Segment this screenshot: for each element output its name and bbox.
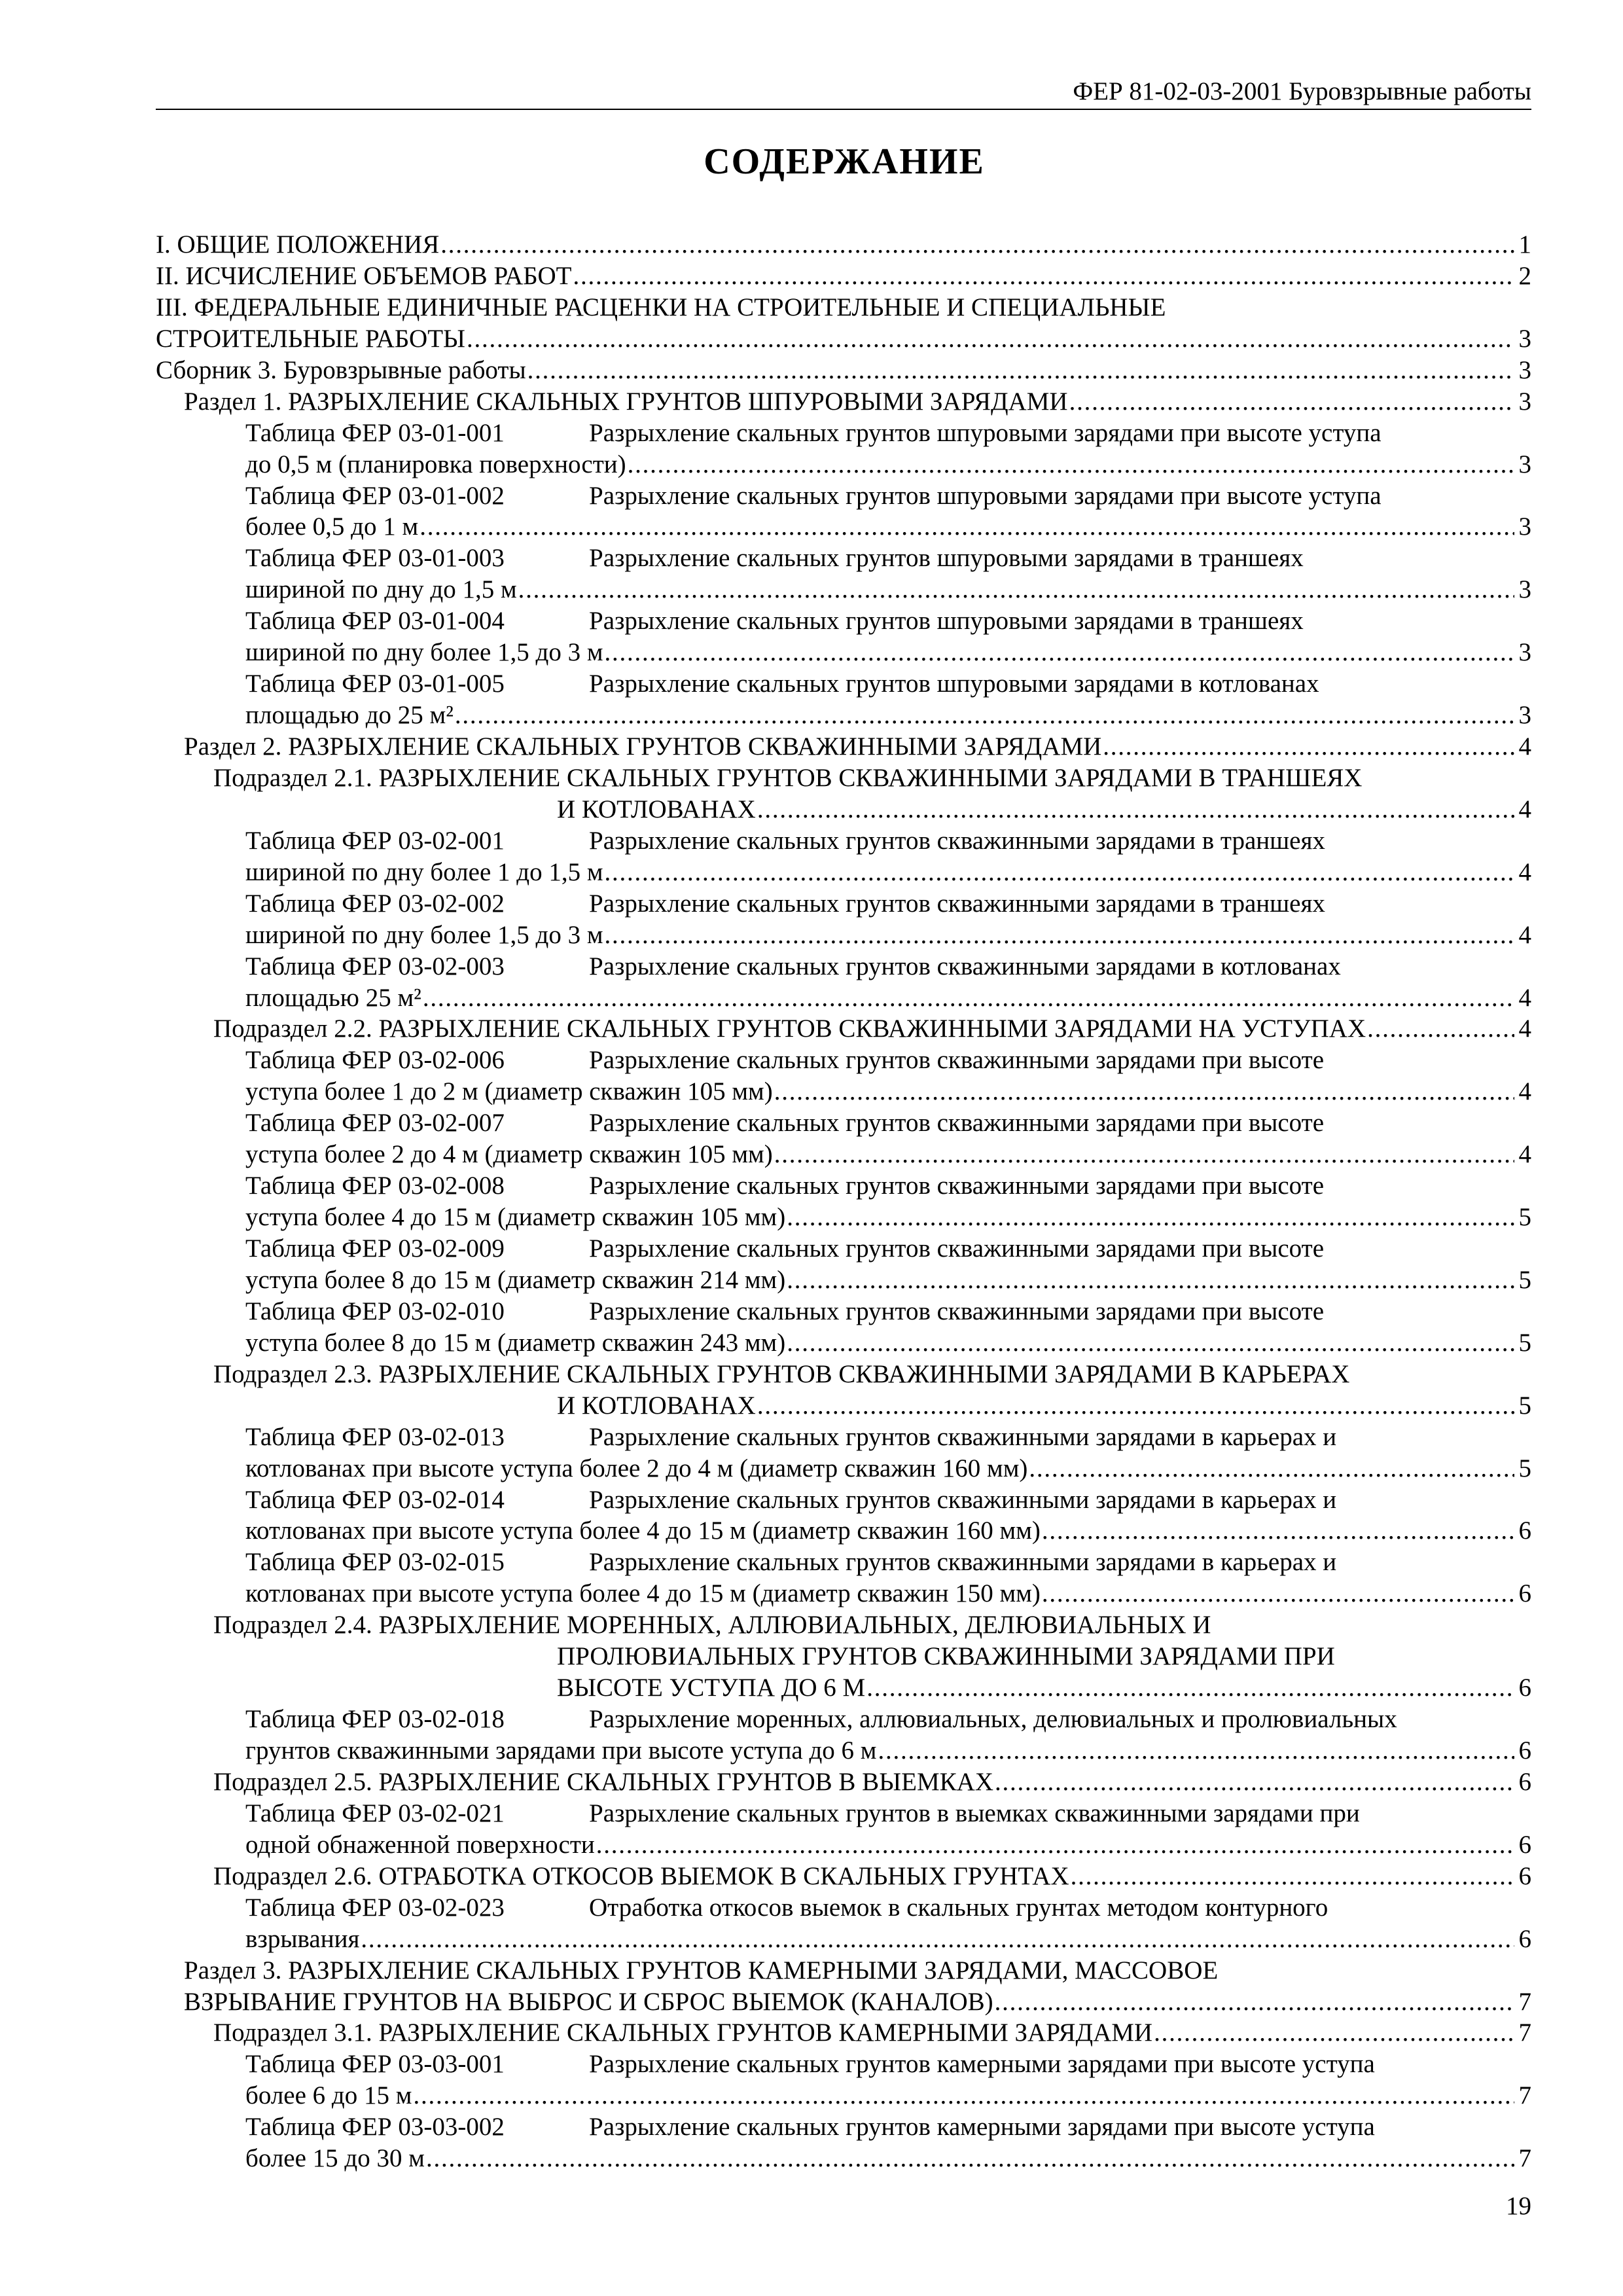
toc-entry-title: Разрыхление скальных грунтов камерными зарядами при высоте уступа (589, 2050, 1375, 2079)
dot-leader (757, 794, 1514, 825)
toc-entry-title: Отработка откосов выемок в скальных грунтах методом контурного (589, 1893, 1329, 1922)
dot-leader (1069, 386, 1514, 418)
toc-entry-title: более 15 до 30 м (245, 2144, 425, 2173)
toc-entry-title: Разрыхление скальных грунтов шпуровыми зарядами в котлованах (589, 670, 1319, 698)
toc-entry-text (245, 574, 517, 605)
toc-entry[interactable] (156, 982, 1531, 1014)
toc-entry-text (245, 1799, 1360, 1827)
toc-entry[interactable] (156, 1202, 1531, 1233)
toc-entry-text (245, 1327, 785, 1359)
toc-entry-text (245, 544, 1304, 572)
toc-entry[interactable] (156, 1641, 1531, 1672)
toc-entry-title: уступа более 2 до 4 м (диаметр скважин 105 мм) (245, 1140, 773, 1169)
toc-table-code: Таблица ФЕР 03-02-002 (245, 889, 505, 918)
dot-leader (866, 1672, 1514, 1704)
toc-entry[interactable] (156, 1296, 1531, 1327)
toc-entry-title: грунтов скважинными зарядами при высоте уступа до 6 м (245, 1736, 877, 1765)
toc-entry-text (245, 2143, 425, 2174)
toc-page-number: 4 (1518, 1140, 1531, 1169)
toc-entry-text (156, 293, 1166, 321)
toc-table-code: Таблица ФЕР 03-02-023 (245, 1893, 505, 1922)
toc-entry-text (245, 2050, 1375, 2078)
toc-entry[interactable] (156, 1359, 1531, 1390)
toc-entry[interactable] (156, 1798, 1531, 1829)
dot-leader (757, 1390, 1514, 1422)
dot-leader (1071, 1861, 1514, 1892)
toc-entry-text (213, 2017, 1152, 2049)
toc-entry-title: уступа более 1 до 2 м (диаметр скважин 105 мм) (245, 1077, 773, 1106)
toc-entry-text (245, 1234, 1324, 1263)
toc-entry[interactable] (156, 1453, 1531, 1484)
toc-entry-text (213, 764, 1362, 792)
toc-entry-title: котлованах при высоте уступа более 4 до 15 м (диаметр скважин 150 мм) (245, 1579, 1041, 1608)
toc-page-number: 6 (1518, 1736, 1531, 1765)
toc-page-number: 3 (1518, 575, 1531, 604)
toc-entry[interactable] (156, 1107, 1531, 1139)
toc-entry-text (557, 1390, 756, 1422)
toc-entry[interactable] (156, 2017, 1531, 2049)
toc-entry-title: более 0,5 до 1 м (245, 512, 419, 541)
dot-leader (361, 1924, 1514, 1955)
dot-leader (1042, 1515, 1514, 1547)
page-number: 19 (1506, 2192, 1531, 2220)
toc-entry[interactable] (156, 825, 1531, 857)
toc-entry[interactable] (156, 543, 1531, 574)
toc-entry-title: Разрыхление скальных грунтов скважинными зарядами при высоте (589, 1109, 1325, 1138)
toc-entry[interactable] (156, 920, 1531, 951)
toc-entry-text (557, 794, 756, 825)
toc-entry[interactable] (156, 1672, 1531, 1704)
toc-entry-title: ВЫСОТЕ УСТУПА ДО 6 М (557, 1674, 866, 1702)
toc-entry-text (245, 670, 1319, 698)
toc-entry-title: ВЗРЫВАНИЕ ГРУНТОВ НА ВЫБРОС И СБРОС ВЫЕМОК (КАНАЛОВ) (184, 1987, 993, 2016)
toc-entry-title: уступа более 4 до 15 м (диаметр скважин 105 мм) (245, 1203, 786, 1232)
dot-leader (426, 2143, 1514, 2174)
toc-entry-title: И КОТЛОВАНАХ (557, 795, 756, 823)
toc-entry-title: уступа более 8 до 15 м (диаметр скважин 214 мм) (245, 1265, 786, 1294)
toc-entry-title: взрывания (245, 1924, 360, 1953)
toc-table-code: Таблица ФЕР 03-01-003 (245, 544, 505, 573)
toc-entry-title: Разрыхление скальных грунтов камерными зарядами при высоте уступа (589, 2113, 1375, 2142)
toc-entry[interactable] (156, 1735, 1531, 1767)
toc-entry-text (245, 1829, 595, 1861)
toc-entry-text (245, 511, 418, 543)
toc-entry-title: Подраздел 2.5. РАЗРЫХЛЕНИЕ СКАЛЬНЫХ ГРУНТОВ В ВЫЕМКАХ (213, 1767, 994, 1796)
dot-leader (573, 260, 1514, 292)
toc-entry[interactable] (156, 2143, 1531, 2174)
toc-table-code: Таблица ФЕР 03-02-014 (245, 1485, 505, 1514)
toc-entry-text (156, 260, 571, 292)
toc-entry[interactable] (156, 857, 1531, 888)
toc-entry[interactable] (156, 574, 1531, 605)
toc-entry-text (245, 1076, 773, 1107)
toc-entry[interactable] (156, 1390, 1531, 1422)
toc-entry-text (245, 1924, 359, 1955)
toc-entry-title: Разрыхление скальных грунтов скважинными зарядами в карьерах и (589, 1485, 1337, 1514)
toc-entry-title: ПРОЛЮВИАЛЬНЫХ ГРУНТОВ СКВАЖИННЫМИ ЗАРЯДАМИ ПРИ (557, 1642, 1335, 1671)
dot-leader (1042, 1578, 1514, 1609)
toc-entry[interactable] (156, 2049, 1531, 2080)
toc-page-number: 7 (1518, 2081, 1531, 2110)
toc-entry[interactable] (156, 1767, 1531, 1798)
toc-page-number: 3 (1518, 450, 1531, 478)
dot-leader (995, 1986, 1514, 2018)
dot-leader (605, 857, 1514, 888)
toc-entry-title: СТРОИТЕЛЬНЫЕ РАБОТЫ (156, 324, 466, 353)
toc-entry-title: Подраздел 2.6. ОТРАБОТКА ОТКОСОВ ВЫЕМОК В СКАЛЬНЫХ ГРУНТАХ (213, 1861, 1069, 1890)
toc-entry-text (245, 982, 421, 1014)
toc-page-number: 3 (1518, 324, 1531, 353)
toc-table-code: Таблица ФЕР 03-02-010 (245, 1297, 505, 1325)
toc-entry-title: Разрыхление скальных грунтов скважинными зарядами при высоте (589, 1046, 1325, 1075)
toc-entry[interactable] (156, 1892, 1531, 1924)
toc-entry[interactable] (156, 386, 1531, 418)
toc-entry[interactable] (156, 2080, 1531, 2111)
toc-entry[interactable] (156, 1484, 1531, 1516)
toc-entry-title: Разрыхление скальных грунтов в выемках скважинными зарядами при (589, 1799, 1360, 1827)
toc-entry[interactable] (156, 1578, 1531, 1609)
toc-entry-title: Разрыхление скальных грунтов скважинными зарядами в траншеях (589, 826, 1325, 855)
dot-leader (455, 700, 1514, 731)
toc-table-code: Таблица ФЕР 03-02-001 (245, 826, 505, 855)
toc-table-code: Таблица ФЕР 03-02-006 (245, 1046, 505, 1075)
dot-leader (605, 920, 1514, 951)
toc-entry-title: Разрыхление скальных грунтов скважинными зарядами в карьерах и (589, 1422, 1337, 1451)
toc-entry-title: одной обнаженной поверхности (245, 1830, 595, 1859)
toc-entry[interactable] (156, 605, 1531, 637)
dot-leader (1367, 1013, 1514, 1045)
toc-entry[interactable] (156, 731, 1531, 762)
dot-leader (527, 355, 1514, 386)
toc-entry-text (245, 1453, 1027, 1484)
toc-page-number: 3 (1518, 355, 1531, 384)
toc-entry-text (557, 1642, 1335, 1670)
page-title: СОДЕРЖАНИЕ (704, 141, 985, 182)
toc-entry-title: Разрыхление скальных грунтов скважинными зарядами в траншеях (589, 889, 1325, 918)
toc-page-number: 7 (1518, 2144, 1531, 2173)
dot-leader (419, 511, 1514, 543)
toc-entry-text (245, 1046, 1324, 1074)
toc-page-number: 6 (1518, 1861, 1531, 1890)
toc-entry-text (245, 827, 1325, 855)
toc-entry[interactable] (156, 260, 1531, 292)
toc-page-number: 5 (1518, 1203, 1531, 1232)
toc-entry-text (245, 920, 603, 951)
toc-entry[interactable] (156, 794, 1531, 825)
toc-entry[interactable] (156, 355, 1531, 386)
toc-table-code: Таблица ФЕР 03-02-009 (245, 1234, 505, 1263)
toc-entry-text (245, 1139, 773, 1170)
dot-leader (423, 982, 1514, 1014)
toc-entry-title: II. ИСЧИСЛЕНИЕ ОБЪЕМОВ РАБОТ (156, 261, 572, 290)
toc-entry[interactable] (156, 1076, 1531, 1107)
toc-entry-title: Подраздел 2.2. РАЗРЫХЛЕНИЕ СКАЛЬНЫХ ГРУНТОВ СКВАЖИННЫМИ ЗАРЯДАМИ НА УСТУПАХ (213, 1014, 1366, 1043)
toc-entry-text (184, 386, 1068, 418)
dot-leader (467, 323, 1514, 355)
toc-entry[interactable] (156, 1265, 1531, 1296)
toc-entry-text (245, 419, 1382, 447)
toc-entry-text (245, 2113, 1375, 2141)
toc-page-number: 3 (1518, 638, 1531, 667)
toc-entry-text (245, 700, 454, 731)
dot-leader (1029, 1453, 1514, 1484)
toc-entry-title: I. ОБЩИЕ ПОЛОЖЕНИЯ (156, 230, 440, 259)
toc-entry-title: котлованах при высоте уступа более 2 до 4 м (диаметр скважин 160 мм) (245, 1454, 1028, 1482)
running-header: ФЕР 81-02-03-2001 Буровзрывные работы (156, 77, 1531, 110)
toc-table-code: Таблица ФЕР 03-02-013 (245, 1422, 505, 1451)
toc-entry-text (156, 323, 465, 355)
toc-entry-text (184, 1956, 1218, 1984)
toc-entry-title: площадью до 25 м² (245, 701, 454, 730)
dot-leader (1103, 731, 1514, 762)
dot-leader (518, 574, 1514, 605)
toc-entry-text (245, 1423, 1336, 1451)
toc-entry[interactable] (156, 2111, 1531, 2143)
toc-table-code: Таблица ФЕР 03-02-003 (245, 952, 505, 980)
toc-page-number: 7 (1518, 2018, 1531, 2047)
toc-entry-text (557, 1672, 865, 1704)
toc-entry-title: Подраздел 2.4. РАЗРЫХЛЕНИЕ МОРЕННЫХ, АЛЛЮВИАЛЬНЫХ, ДЕЛЮВИАЛЬНЫХ И (213, 1611, 1211, 1640)
toc-table-code: Таблица ФЕР 03-03-002 (245, 2113, 505, 2142)
dot-leader (787, 1202, 1514, 1233)
toc-entry-title: Подраздел 3.1. РАЗРЫХЛЕНИЕ СКАЛЬНЫХ ГРУНТОВ КАМЕРНЫМИ ЗАРЯДАМИ (213, 2018, 1153, 2047)
toc-entry-title: Раздел 3. РАЗРЫХЛЕНИЕ СКАЛЬНЫХ ГРУНТОВ КАМЕРНЫМИ ЗАРЯДАМИ, МАССОВОЕ (184, 1956, 1219, 1984)
toc-entry-text (245, 1297, 1324, 1325)
dot-leader (440, 229, 1514, 260)
toc-entry-title: до 0,5 м (планировка поверхности) (245, 450, 626, 478)
toc-entry[interactable] (156, 292, 1531, 323)
dot-leader (605, 637, 1514, 668)
toc-table-code: Таблица ФЕР 03-02-007 (245, 1109, 505, 1138)
toc-entry[interactable] (156, 1861, 1531, 1892)
toc-entry-text (213, 1611, 1211, 1639)
toc-entry[interactable] (156, 418, 1531, 449)
toc-entry-title: Разрыхление скальных грунтов скважинными зарядами при высоте (589, 1297, 1325, 1325)
table-of-contents (156, 229, 1531, 2174)
toc-entry-title: уступа более 8 до 15 м (диаметр скважин 243 мм) (245, 1328, 786, 1357)
toc-page-number: 6 (1518, 1579, 1531, 1608)
toc-entry-title: более 6 до 15 м (245, 2081, 412, 2110)
toc-entry-text (245, 1548, 1336, 1576)
toc-table-code: Таблица ФЕР 03-02-008 (245, 1172, 505, 1200)
toc-table-code: Таблица ФЕР 03-01-001 (245, 418, 505, 447)
toc-entry-title: шириной по дну более 1,5 до 3 м (245, 920, 603, 949)
toc-entry-title: Разрыхление скальных грунтов скважинными зарядами при высоте (589, 1234, 1325, 1263)
toc-page-number: 6 (1518, 1674, 1531, 1702)
toc-entry-text (245, 1893, 1328, 1922)
toc-entry[interactable] (156, 1139, 1531, 1170)
toc-entry-text (245, 1486, 1336, 1514)
toc-entry-title: Раздел 1. РАЗРЫХЛЕНИЕ СКАЛЬНЫХ ГРУНТОВ ШПУРОВЫМИ ЗАРЯДАМИ (184, 387, 1068, 416)
toc-entry[interactable] (156, 323, 1531, 355)
toc-entry-title: Разрыхление скальных грунтов шпуровыми зарядами в траншеях (589, 607, 1304, 636)
dot-leader (787, 1265, 1514, 1296)
toc-entry-text (245, 857, 603, 888)
toc-entry[interactable] (156, 1547, 1531, 1578)
toc-entry[interactable] (156, 700, 1531, 731)
toc-entry-title: шириной по дну до 1,5 м (245, 575, 517, 604)
toc-entry-text (245, 1735, 877, 1767)
toc-entry-title: Сборник 3. Буровзрывные работы (156, 355, 526, 384)
toc-entry-text (245, 1578, 1041, 1609)
toc-entry[interactable] (156, 1609, 1531, 1641)
toc-page-number: 4 (1518, 732, 1531, 761)
toc-page-number: 4 (1518, 795, 1531, 823)
toc-table-code: Таблица ФЕР 03-02-018 (245, 1705, 505, 1734)
toc-entry-text (245, 637, 603, 668)
dot-leader (774, 1139, 1514, 1170)
toc-entry-title: И КОТЛОВАНАХ (557, 1391, 756, 1420)
toc-page-number: 6 (1518, 1767, 1531, 1796)
toc-entry-text (213, 1360, 1349, 1388)
toc-entry-text (213, 1013, 1366, 1045)
toc-entry-title: Разрыхление скальных грунтов шпуровыми зарядами в траншеях (589, 544, 1304, 573)
toc-entry-text (245, 1515, 1041, 1547)
toc-entry-title: шириной по дну более 1 до 1,5 м (245, 857, 603, 886)
toc-entry[interactable] (156, 1045, 1531, 1076)
toc-page-number: 5 (1518, 1328, 1531, 1357)
toc-page-number: 5 (1518, 1265, 1531, 1294)
dot-leader (596, 1829, 1514, 1861)
toc-entry-text (213, 1861, 1069, 1892)
toc-entry[interactable] (156, 1422, 1531, 1453)
toc-entry-text (245, 607, 1304, 635)
toc-entry-title: котлованах при высоте уступа более 4 до 15 м (диаметр скважин 160 мм) (245, 1516, 1041, 1545)
toc-entry[interactable] (156, 229, 1531, 260)
toc-entry-title: Раздел 2. РАЗРЫХЛЕНИЕ СКАЛЬНЫХ ГРУНТОВ СКВАЖИННЫМИ ЗАРЯДАМИ (184, 732, 1102, 761)
toc-table-code: Таблица ФЕР 03-03-001 (245, 2050, 505, 2079)
toc-entry[interactable] (156, 1924, 1531, 1955)
toc-entry-title: Разрыхление скальных грунтов скважинными зарядами в карьерах и (589, 1548, 1337, 1577)
toc-entry[interactable] (156, 1704, 1531, 1735)
toc-entry[interactable] (156, 1170, 1531, 1202)
dot-leader (628, 449, 1514, 480)
toc-entry[interactable] (156, 480, 1531, 512)
toc-entry[interactable] (156, 951, 1531, 982)
toc-entry-title: III. ФЕДЕРАЛЬНЫЕ ЕДИНИЧНЫЕ РАСЦЕНКИ НА СТРОИТЕЛЬНЫЕ И СПЕЦИАЛЬНЫЕ (156, 293, 1166, 321)
toc-page-number: 3 (1518, 701, 1531, 730)
toc-entry-text (245, 2080, 412, 2111)
toc-entry[interactable] (156, 637, 1531, 668)
toc-entry-text (156, 355, 526, 386)
toc-page-number: 3 (1518, 512, 1531, 541)
toc-entry-text (245, 1265, 785, 1296)
toc-entry[interactable] (156, 1515, 1531, 1547)
toc-entry-text (245, 482, 1382, 510)
toc-page-number: 4 (1518, 1014, 1531, 1043)
toc-entry-text (156, 229, 439, 260)
toc-entry[interactable] (156, 511, 1531, 543)
toc-table-code: Таблица ФЕР 03-02-021 (245, 1799, 505, 1827)
toc-entry-title: шириной по дну более 1,5 до 3 м (245, 638, 603, 667)
toc-page-number: 6 (1518, 1516, 1531, 1545)
toc-table-code: Таблица ФЕР 03-01-005 (245, 670, 505, 698)
toc-table-code: Таблица ФЕР 03-01-004 (245, 607, 505, 636)
toc-page-number: 5 (1518, 1391, 1531, 1420)
toc-entry-text (184, 731, 1101, 762)
toc-page-number: 4 (1518, 920, 1531, 949)
dot-leader (995, 1767, 1514, 1798)
toc-entry[interactable] (156, 1829, 1531, 1861)
toc-entry-title: Разрыхление скальных грунтов скважинными зарядами при высоте (589, 1172, 1325, 1200)
toc-entry[interactable] (156, 668, 1531, 700)
toc-page-number: 4 (1518, 983, 1531, 1012)
toc-entry-text (245, 1705, 1397, 1733)
toc-page-number: 6 (1518, 1830, 1531, 1859)
toc-page-number: 4 (1518, 1077, 1531, 1106)
toc-entry-title: Разрыхление скальных грунтов скважинными зарядами в котлованах (589, 952, 1341, 980)
toc-entry[interactable] (156, 1327, 1531, 1359)
dot-leader (787, 1327, 1514, 1359)
toc-entry-title: Разрыхление скальных грунтов шпуровыми зарядами при высоте уступа (589, 418, 1382, 447)
toc-entry-text (245, 1172, 1324, 1200)
toc-entry-text (245, 889, 1325, 918)
toc-entry[interactable] (156, 1233, 1531, 1265)
toc-entry[interactable] (156, 1013, 1531, 1045)
toc-entry[interactable] (156, 762, 1531, 794)
toc-page-number: 5 (1518, 1454, 1531, 1482)
toc-entry[interactable] (156, 1955, 1531, 1986)
toc-entry-text (245, 1109, 1324, 1137)
toc-entry-text (245, 952, 1341, 980)
toc-page-number: 1 (1518, 230, 1531, 259)
toc-entry-title: площадью 25 м² (245, 983, 421, 1012)
toc-page-number: 4 (1518, 857, 1531, 886)
toc-page-number: 3 (1518, 387, 1531, 416)
toc-entry-title: Разрыхление скальных грунтов шпуровыми зарядами при высоте уступа (589, 481, 1382, 510)
toc-table-code: Таблица ФЕР 03-02-015 (245, 1548, 505, 1577)
toc-entry-title: Подраздел 2.3. РАЗРЫХЛЕНИЕ СКАЛЬНЫХ ГРУНТОВ СКВАЖИННЫМИ ЗАРЯДАМИ В КАРЬЕРАХ (213, 1359, 1350, 1388)
toc-entry-text (184, 1986, 993, 2018)
dot-leader (878, 1735, 1515, 1767)
toc-entry[interactable] (156, 449, 1531, 480)
dot-leader (1154, 2017, 1514, 2049)
toc-entry-text (213, 1767, 993, 1798)
toc-entry-title: Разрыхление моренных, аллювиальных, делювиальных и пролювиальных (589, 1705, 1397, 1734)
toc-page-number: 6 (1518, 1924, 1531, 1953)
toc-entry[interactable] (156, 1986, 1531, 2018)
toc-entry[interactable] (156, 888, 1531, 920)
dot-leader (774, 1076, 1514, 1107)
toc-entry-text (245, 449, 626, 480)
toc-page-number: 2 (1518, 261, 1531, 290)
toc-entry-title: Подраздел 2.1. РАЗРЫХЛЕНИЕ СКАЛЬНЫХ ГРУНТОВ СКВАЖИННЫМИ ЗАРЯДАМИ В ТРАНШЕЯХ (213, 763, 1363, 792)
toc-entry-text (245, 1202, 785, 1233)
toc-page-number: 7 (1518, 1987, 1531, 2016)
dot-leader (413, 2080, 1514, 2111)
toc-table-code: Таблица ФЕР 03-01-002 (245, 481, 505, 510)
